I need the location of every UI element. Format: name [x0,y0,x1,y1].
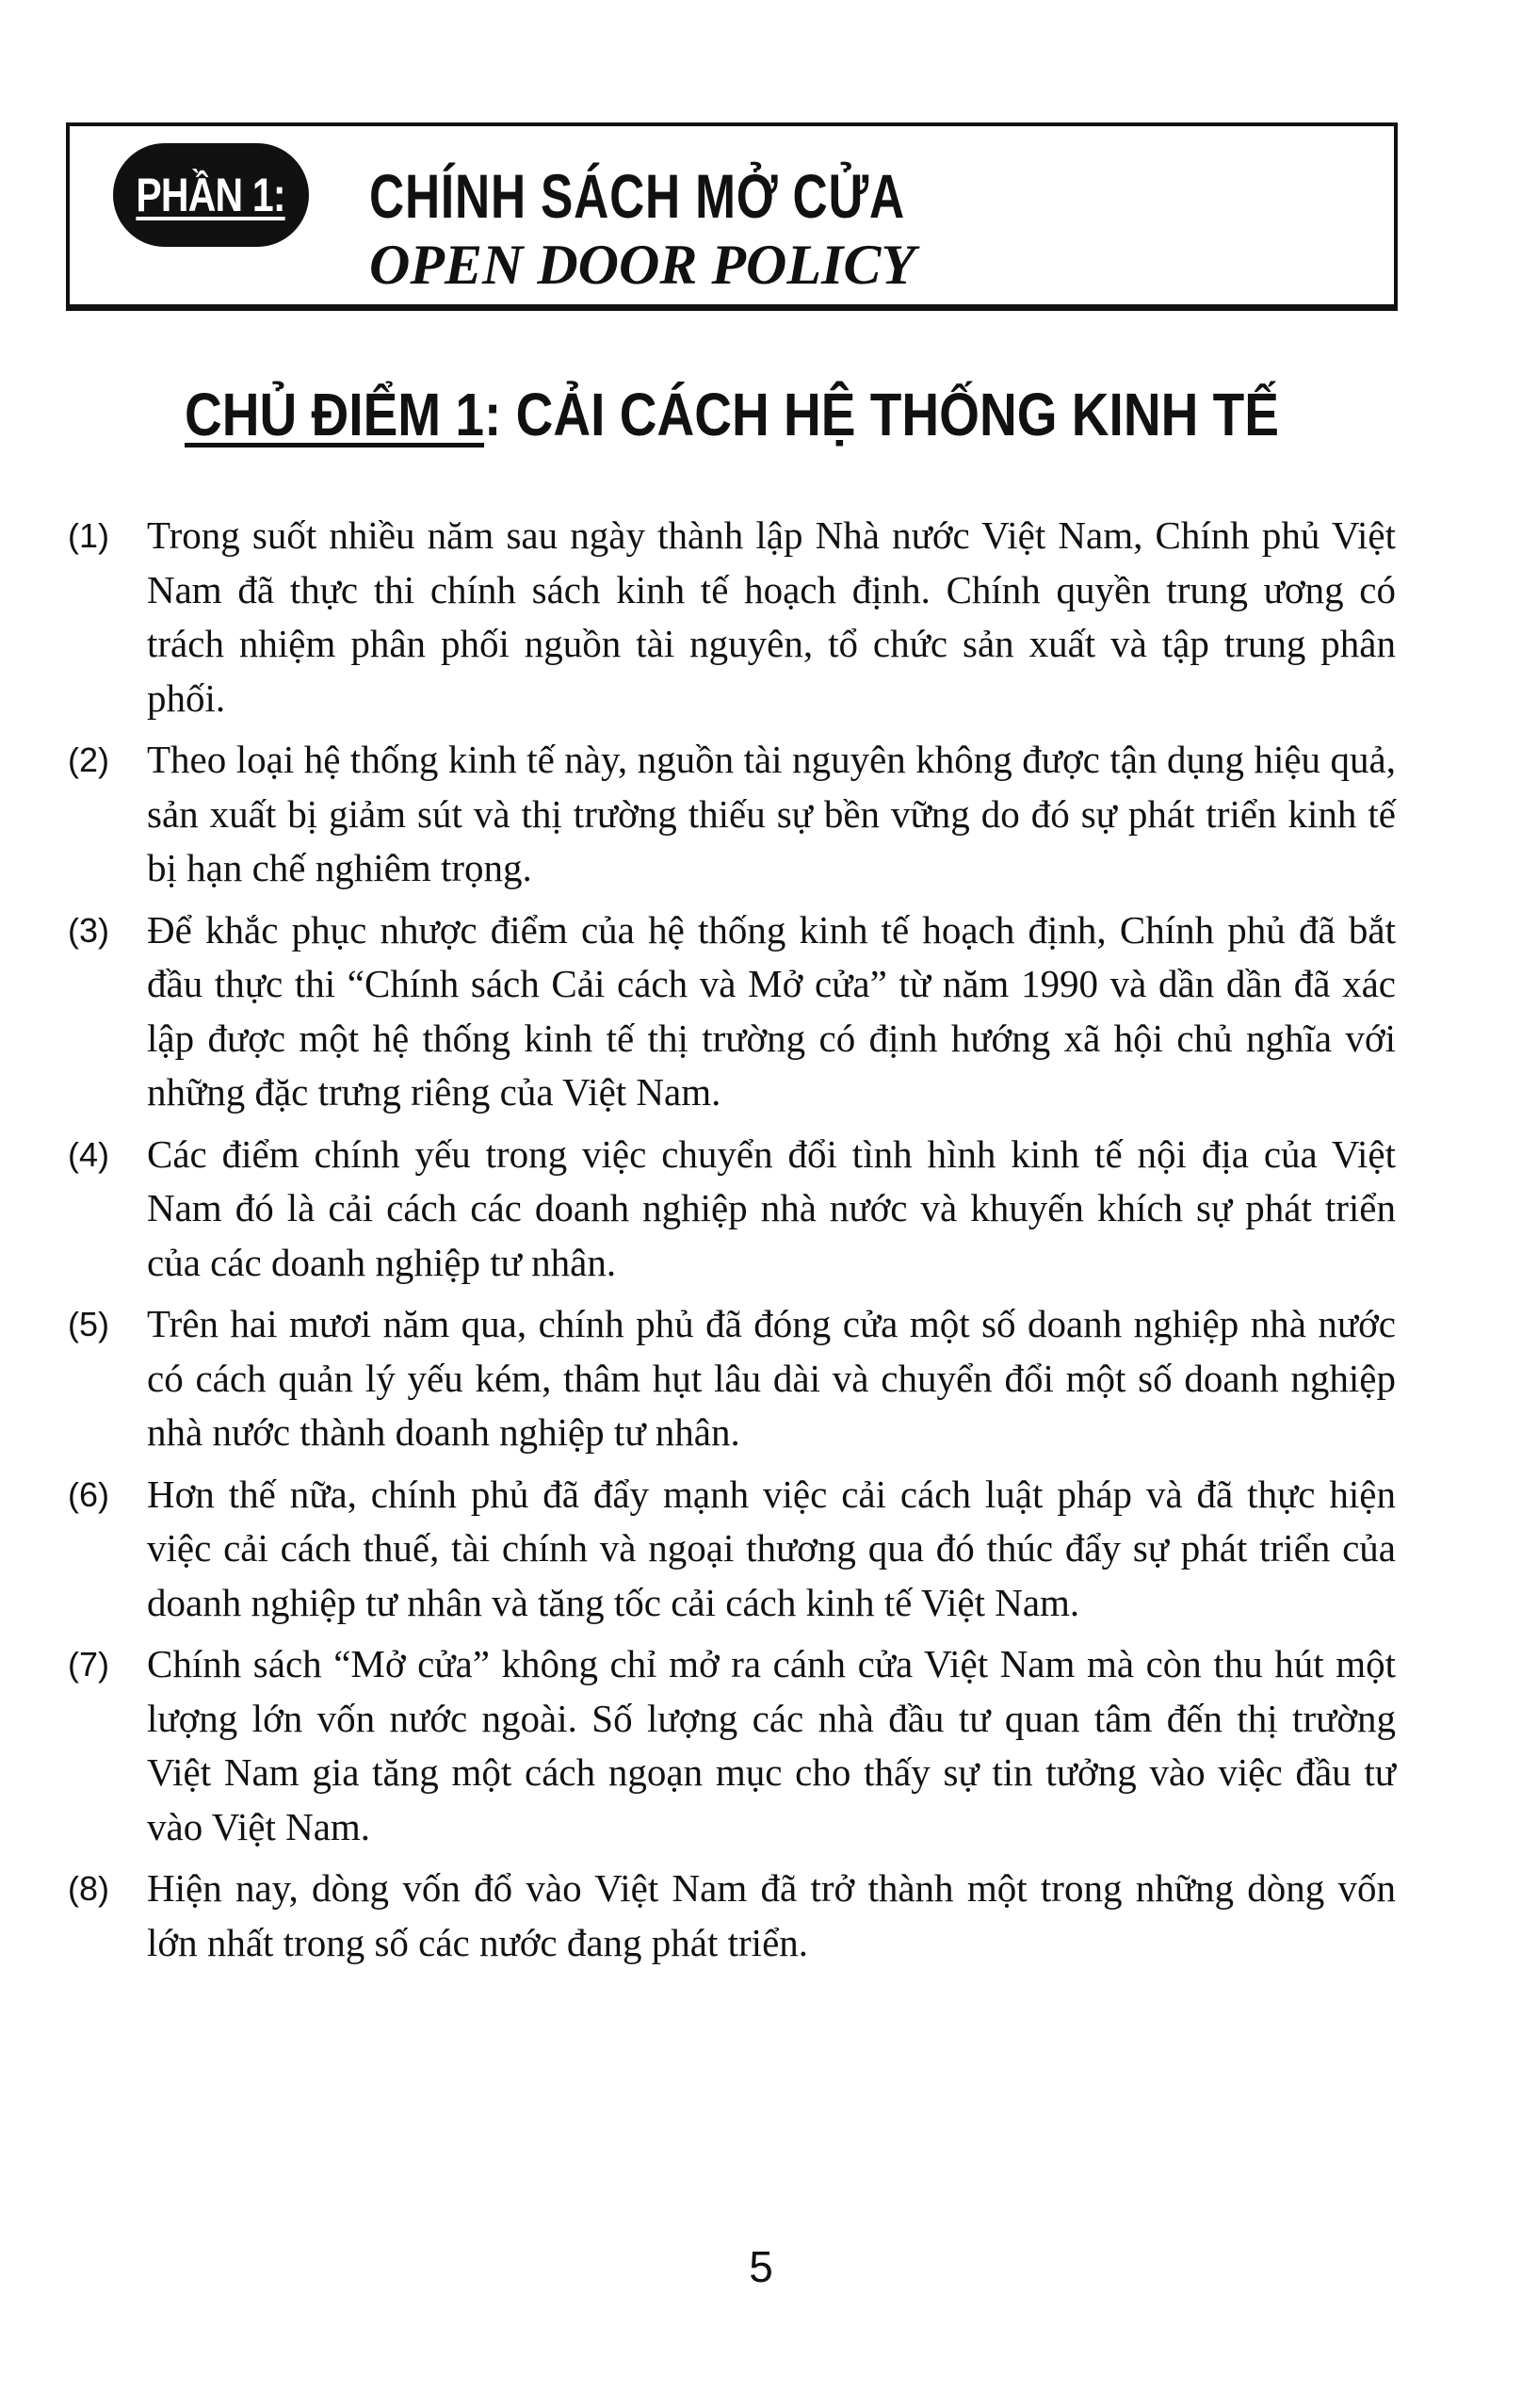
chapter-title-vietnamese: CHÍNH SÁCH MỞ CỬA [369,161,905,231]
part-label: PHẦN 1: [136,169,286,221]
item-number: (8) [68,1869,109,1908]
list-item [68,1862,1396,1970]
item-number: (3) [68,910,109,950]
topic-heading [185,377,1279,452]
numbered-paragraph-list [68,509,1396,1977]
topic-title: CẢI CÁCH HỆ THỐNG KINH TẾ [515,381,1279,448]
part-badge [113,143,309,247]
list-item [68,509,1396,725]
item-text: Hơn thế nữa, chính phủ đã đẩy mạnh việc cải cách luật pháp và đã thực hiện việc cải cách thuế, tài chính và ngoại thương qua đó thúc đẩy sự phát triển của doanh nghiệp tư nhân và tăng tốc cải cách kinh tế Việt Nam. [147,1472,1396,1624]
topic-label: CHỦ ĐIỂM 1 [185,381,485,448]
list-item [68,1297,1396,1460]
item-text: Để khắc phục nhược điểm của hệ thống kinh tế hoạch định, Chính phủ đã bắt đầu thực thi “Chính sách Cải cách và Mở cửa” từ năm 1990 và dần dần đã xác lập được một hệ thống kinh tế thị trường có định hướng xã hội chủ nghĩa với những đặc trưng riêng của Việt Nam. [147,907,1396,1114]
item-text: Trong suốt nhiều năm sau ngày thành lập Nhà nước Việt Nam, Chính phủ Việt Nam đã thực thi chính sách kinh tế hoạch định. Chính quyền trung ương có trách nhiệm phân phối nguồn tài nguyên, tổ chức sản xuất và tập trung phân phối. [147,513,1396,720]
list-item [68,1468,1396,1631]
item-text: Chính sách “Mở cửa” không chỉ mở ra cánh cửa Việt Nam mà còn thu hút một lượng lớn vốn nước ngoài. Số lượng các nhà đầu tư quan tâm đến thị trường Việt Nam gia tăng một cách ngoạn mục cho thấy sự tin tưởng vào việc đầu tư vào Việt Nam. [147,1642,1396,1848]
list-item [68,903,1396,1120]
page-number: 5 [749,2242,773,2291]
item-text: Theo loại hệ thống kinh tế này, nguồn tài nguyên không được tận dụng hiệu quả, sản xuất bị giảm sút và thị trường thiếu sự bền vững do đó sự phát triển kinh tế bị hạn chế nghiêm trọng. [147,738,1396,889]
item-number: (2) [68,740,109,779]
list-item [68,1637,1396,1854]
item-text: Trên hai mươi năm qua, chính phủ đã đóng cửa một số doanh nghiệp nhà nước có cách quản lý yếu kém, thâm hụt lâu dài và chuyển đổi một số doanh nghiệp nhà nước thành doanh nghiệp tư nhân. [147,1302,1396,1454]
item-number: (5) [68,1305,109,1343]
list-item [68,733,1396,896]
item-number: (6) [68,1474,109,1514]
item-text: Hiện nay, dòng vốn đổ vào Việt Nam đã trở thành một trong những dòng vốn lớn nhất trong số các nước đang phát triển. [147,1866,1396,1964]
item-number: (7) [68,1645,109,1684]
item-number: (4) [68,1134,109,1174]
item-text: Các điểm chính yếu trong việc chuyển đổi tình hình kinh tế nội địa của Việt Nam đó là cải cách các doanh nghiệp nhà nước và khuyến khích sự phát triển của các doanh nghiệp tư nhân. [147,1131,1396,1284]
list-item [68,1128,1396,1291]
topic-separator: : [484,381,502,448]
chapter-title-english: OPEN DOOR POLICY [369,234,915,296]
item-number: (1) [68,516,109,555]
